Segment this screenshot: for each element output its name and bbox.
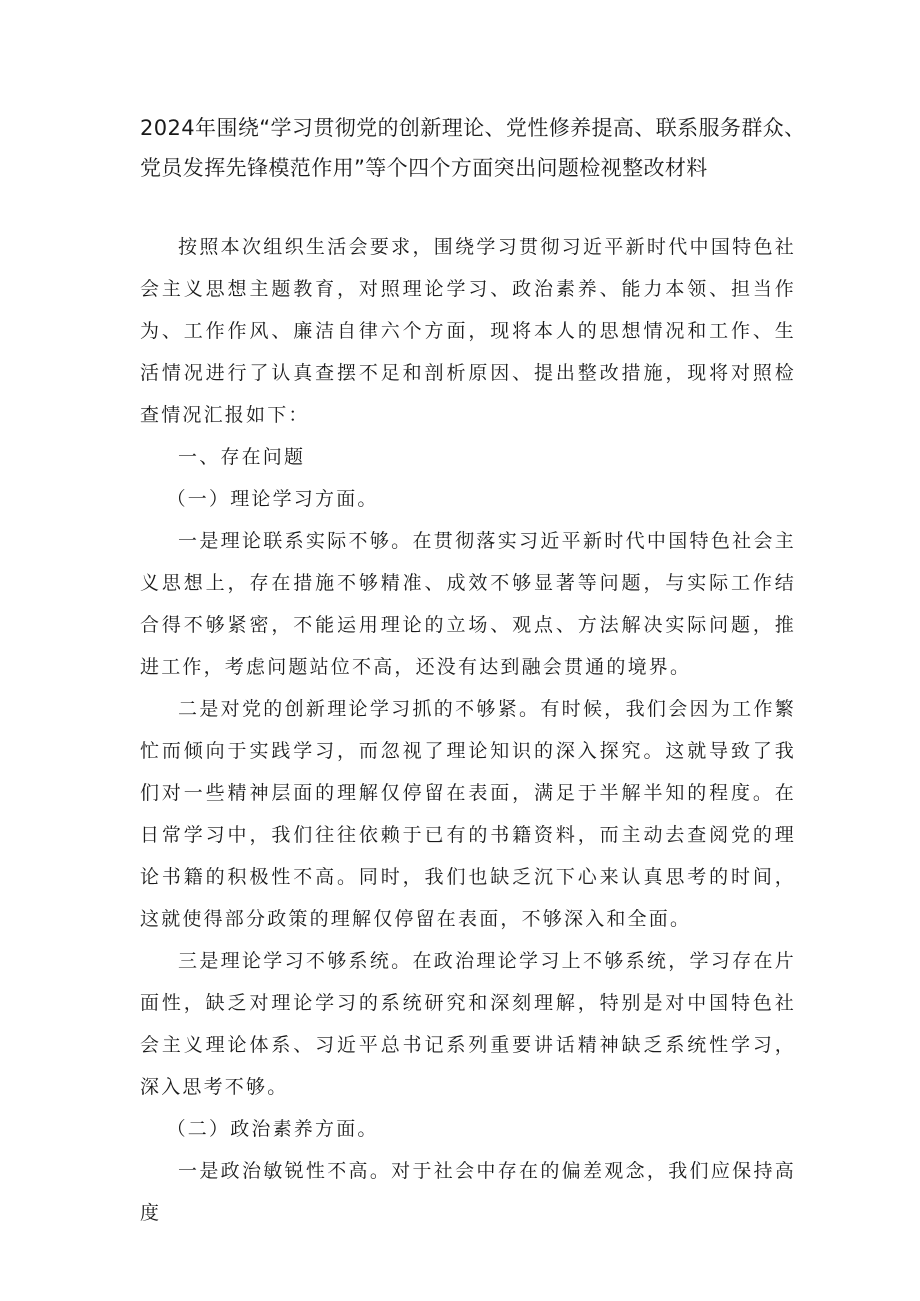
document-title (140, 108, 806, 188)
title-line-2: 党员发挥先锋模范作用”等个四个方面突出问题检视整改材料 (140, 156, 708, 180)
section-heading-problems: 一、存在问题 (178, 446, 306, 468)
paragraph-innovation-theory: 二是对党的创新理论学习抓的不够紧。有时候，我们会因为工作繁忙而倾向于实践学习，而忽视了理论知识的深入探究。这就导致了我们对一些精神层面的理解仅停留在表面，满足于半解半知的程度。在日常学习中，我们往往依赖于已有的书籍资料，而主动去查阅党的理论书籍的积极性不高。同时，我们也缺乏沉下心来认真思考的时间，这就使得部分政策的理解仅停留在表面，不够深入和全面。 (140, 698, 796, 930)
paragraph-systematic-study: 三是理论学习不够系统。在政治理论学习上不够系统，学习存在片面性，缺乏对理论学习的系统研究和深刻理解，特别是对中国特色社会主义理论体系、习近平总书记系列重要讲话精神缺乏系统性学习，深入思考不够。 (140, 950, 796, 1098)
subsection-heading-political-literacy: （二）政治素养方面。 (166, 1118, 379, 1140)
document-body (140, 226, 796, 1234)
subsection-heading-theory-study: （一）理论学习方面。 (166, 488, 379, 510)
intro-paragraph: 按照本次组织生活会要求，围绕学习贯彻习近平新时代中国特色社会主义思想主题教育，对照理论学习、政治素养、能力本领、担当作为、工作作风、廉洁自律六个方面，现将本人的思想情况和工作、生活情况进行了认真查摆不足和剖析原因、提出整改措施，现将对照检查情况汇报如下： (140, 236, 796, 426)
paragraph-theory-practice: 一是理论联系实际不够。在贯彻落实习近平新时代中国特色社会主义思想上，存在措施不够精准、成效不够显著等问题，与实际工作结合得不够紧密，不能运用理论的立场、观点、方法解决实际问题，推进工作，考虑问题站位不高，还没有达到融会贯通的境界。 (140, 530, 796, 678)
paragraph-political-sensitivity: 一是政治敏锐性不高。对于社会中存在的偏差观念，我们应保持高度 (140, 1160, 796, 1224)
title-line-1: 2024年围绕“学习贯彻党的创新理论、党性修养提高、联系服务群众、 (140, 116, 806, 140)
